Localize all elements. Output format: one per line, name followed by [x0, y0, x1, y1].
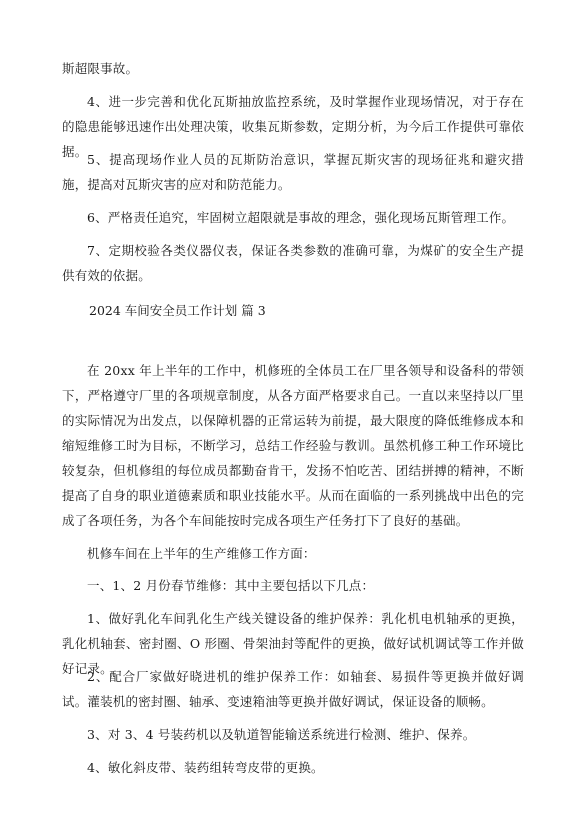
paragraph-item-7: 7、定期校验各类仪器仪表，保证各类参数的准确可靠，为煤矿的安全生产提供有效的依据。: [62, 243, 524, 283]
paragraph-continuation: 斯超限事故。: [62, 61, 139, 76]
paragraph-intro: 在 20xx 年上半年的工作中，机修班的全体员工在厂里各领导和设备科的带领下，严格遵守厂里的各项规章制度，从各方面严格要求自己。一直以来坚持以厂里的实际情况为出发点，以保障机器的正常运转为前提，最大限度的降低维修成本和缩短维修工时为目标，不断学习，总结工作经验与教训。虽然机修工种工作环境比较复杂，但机修组的每位成员都勤奋肯干，发扬不怕吃苦、团结拼搏的精神，不断提高了自身的职业道德素质和职业技能水平。从而在面临的一系列挑战中出色的完成了各项任务，为各个车间能按时完成各项生产任务打下了良好的基础。: [62, 363, 524, 528]
paragraph-task-4: 4、敏化斜皮带、装药组转弯皮带的更换。: [87, 760, 324, 775]
paragraph-task-1: 1、做好乳化车间乳化生产线关键设备的维护保养：乳化机电机轴承的更换，乳化机轴套、密封圈、O 形圈、骨架油封等配件的更换，做好试机调试等工作并做好记录。: [62, 611, 524, 676]
paragraph-subtitle: 机修车间在上半年的生产维修工作方面：: [87, 546, 316, 561]
section-heading: 2024 车间安全员工作计划 篇 3: [89, 303, 266, 318]
paragraph-section-one: 一、1、2 月份春节维修：其中主要包括以下几点：: [87, 578, 375, 593]
paragraph-task-3: 3、对 3、4 号装药机以及轨道智能输送系统进行检测、维护、保养。: [87, 727, 476, 742]
paragraph-item-5: 5、提高现场作业人员的瓦斯防治意识，掌握瓦斯灾害的现场征兆和避灾措施，提高对瓦斯灾害的应对和防范能力。: [62, 152, 524, 192]
paragraph-item-4: 4、进一步完善和优化瓦斯抽放监控系统，及时掌握作业现场情况，对于存在的隐患能够迅速作出处理决策，收集瓦斯参数，定期分析，为今后工作提供可靠依据。: [62, 94, 524, 159]
paragraph-task-2: 2、配合厂家做好晓进机的维护保养工作：如轴套、易损件等更换并做好调试。灌装机的密封圈、轴承、变速箱油等更换并做好调试，保证设备的顺畅。: [62, 669, 524, 709]
paragraph-item-6: 6、严格责任追究，牢固树立超限就是事故的理念，强化现场瓦斯管理工作。: [87, 210, 515, 225]
